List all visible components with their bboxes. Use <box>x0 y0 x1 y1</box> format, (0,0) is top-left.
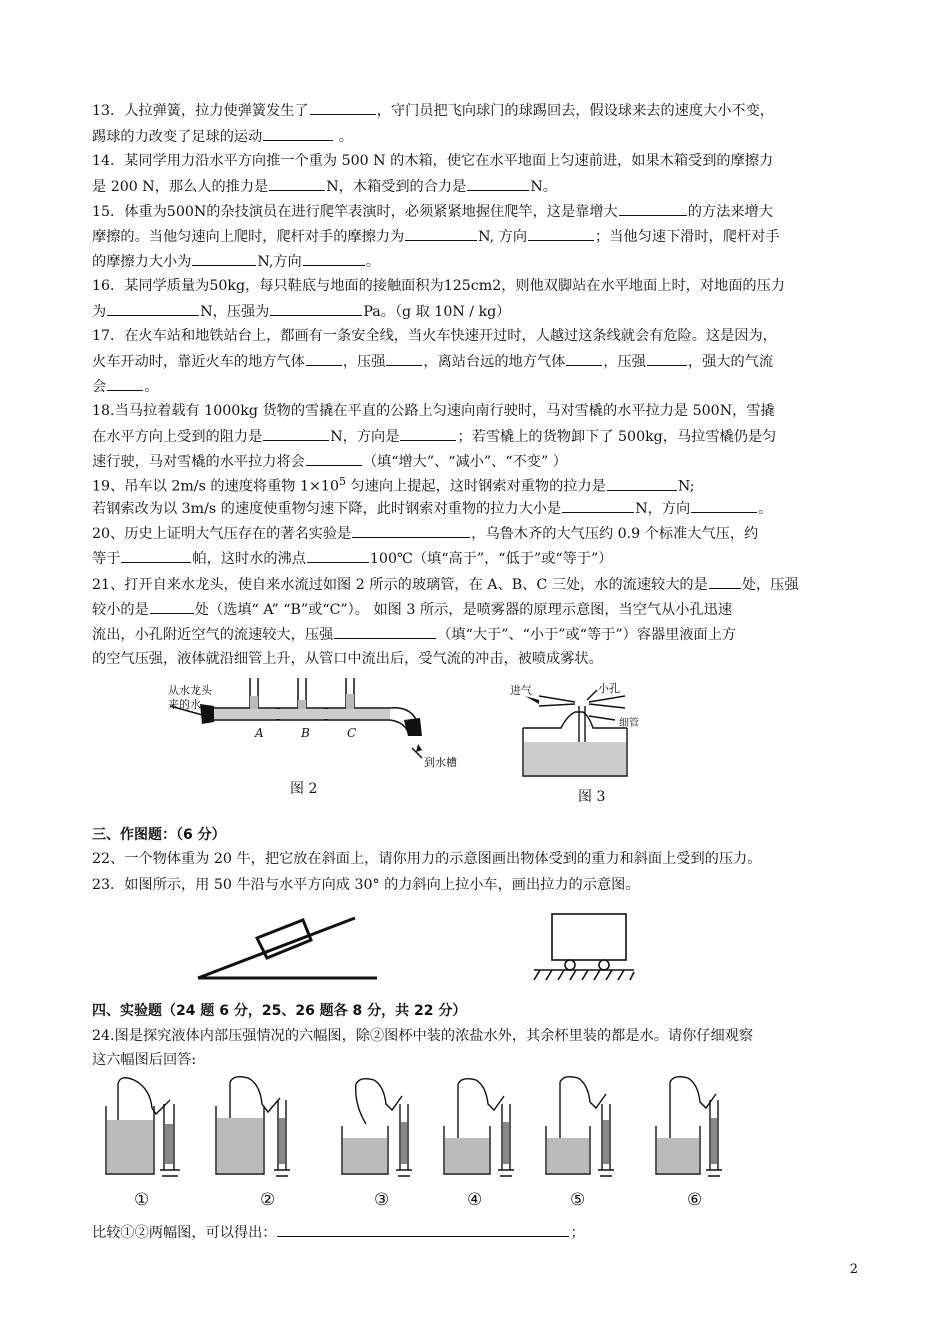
q17-line3: 会 。 <box>92 376 158 397</box>
figure-label-4: ④ <box>467 1190 483 1210</box>
page-number: 2 <box>849 1262 858 1277</box>
q23: 23．如图所示，用 50 牛沿与水平方向成 30° 的力斜向上拉小车，画出拉力的示意图。 <box>92 877 640 893</box>
q15-line2: 摩擦的。当他匀速向上爬时，爬杆对手的摩擦力为 N, 方向 ；当他匀速下滑时，爬杆对手 <box>92 226 780 247</box>
blank[interactable] <box>709 574 741 589</box>
blank[interactable] <box>405 226 477 241</box>
figure-label-1: ① <box>134 1190 150 1210</box>
blank[interactable] <box>307 548 369 563</box>
blank[interactable] <box>400 426 456 441</box>
q19-line1: 19、吊车以 2m/s 的速度将重物 $1\times 10^5$ 匀速向上提起，这时钢索对重物的拉力是 N; <box>92 475 695 495</box>
q24-compare: 比较①②两幅图，可以得出： ； <box>92 1222 585 1243</box>
figure-label-3: ③ <box>374 1190 390 1210</box>
q19-line2: 若钢索改为以 3m/s 的速度使重物匀速下降，此时钢索对重物的拉力大小是 N，方向 。 <box>92 498 772 519</box>
q18-line1: 18.当马拉着载有 1000kg 货物的雪撬在平直的公路上匀速向南行驶时，马对雪橇的水平拉力是 500N，雪撬 <box>92 403 775 419</box>
q16-line1: 16．某同学质量为50kg，每只鞋底与地面的接触面积为125cm2，则他双脚站在水平地面上时，对地面的压力 <box>92 278 785 294</box>
blank[interactable] <box>647 351 687 366</box>
fig2-label-c: C <box>347 726 357 740</box>
q13-line2: 踢球的力改变了足球的运动 。 <box>92 126 353 147</box>
figure-label-2: ② <box>260 1190 276 1210</box>
blank[interactable] <box>528 226 594 241</box>
fig2-label-b: B <box>301 726 310 740</box>
q21-line3: 流出，小孔附近空气的流速较大，压强 （填“大于”、“小于”或“等于”）容器里液面上方 <box>92 624 736 645</box>
incline-figure <box>195 904 385 984</box>
q20-line2: 等于 帕，这时水的沸点 100℃（填“高于”，“低于”或“等于”） <box>92 548 612 569</box>
blank[interactable] <box>303 251 365 266</box>
fig3-hole-label: 小孔 <box>598 682 620 695</box>
blank[interactable] <box>270 301 362 316</box>
fig3-caption: 图 3 <box>578 789 606 805</box>
blank[interactable] <box>192 251 256 266</box>
q17-line1: 17．在火车站和地铁站台上，都画有一条安全线，当火车快速开过时，人越过这条线就会有危险。这是因为， <box>92 328 777 344</box>
blank[interactable] <box>562 498 634 513</box>
blank[interactable] <box>691 498 757 513</box>
fig2-label-a: A <box>255 726 264 740</box>
q15-line3: 的摩擦力大小为 N,方向 。 <box>92 251 380 272</box>
blank[interactable] <box>306 451 362 466</box>
blank[interactable] <box>467 176 529 191</box>
q24-line1: 24.图是探究液体内部压强情况的六幅图，除②图杯中装的浓盐水外，其余杯里装的都是水。请你仔细观察 <box>92 1028 754 1044</box>
blank[interactable] <box>607 476 677 491</box>
section-4-title: 四、实验题（24 题 6 分，25、26 题各 8 分，共 22 分） <box>92 1003 467 1019</box>
fig2-caption: 图 2 <box>290 781 318 797</box>
q18-line3: 速行驶，马对雪橇的水平拉力将会 （填“增大”、“减小”、“不变” ） <box>92 451 567 472</box>
q14-line1: 14．某同学用力沿水平方向推一个重为 500 N 的木箱，使它在水平地面上匀速前进，如果木箱受到的摩擦力 <box>92 153 774 169</box>
blank[interactable] <box>306 351 342 366</box>
q14-line2: 是 200 N，那么人的推力是 N，木箱受到的合力是 N。 <box>92 176 557 197</box>
q21-line1: 21、打开自来水龙头，使自来水流过如图 2 所示的玻璃管，在 A、B、C 三处，水的流速较大的是 处，压强 <box>92 574 799 595</box>
manometer-figures <box>90 1074 730 1184</box>
blank[interactable] <box>121 548 191 563</box>
blank[interactable] <box>334 624 436 639</box>
blank[interactable] <box>386 351 422 366</box>
fig2-water-label: 从水龙头 来的水 <box>168 684 212 711</box>
blank[interactable] <box>352 523 470 538</box>
blank[interactable] <box>566 351 602 366</box>
blank[interactable] <box>107 376 143 391</box>
q17-line2: 火车开动时，靠近火车的地方气体 ，压强 ，离站台远的地方气体 ，压强 ，强大的气流 <box>92 351 773 372</box>
fig3-tube-label: 细管 <box>619 718 639 729</box>
q13-line1: 13．人拉弹簧，拉力使弹簧发生了 ，守门员把飞向球门的球踢回去，假设球来去的速度大小不变， <box>92 100 774 121</box>
q15-line1: 15．体重为500N的杂技演员在进行爬竿表演时，必须紧紧地握住爬竿，这是靠增大 的方法来增大 <box>92 201 773 222</box>
blank[interactable] <box>619 201 687 216</box>
q21-line2: 较小的是 处（选填“ A” “B”或“C”）。 如图 3 所示，是喷雾器的原理示意图，当空气从小孔迅速 <box>92 599 732 620</box>
blank[interactable] <box>150 599 194 614</box>
blank[interactable] <box>107 301 199 316</box>
q20-line1: 20、历史上证明大气压存在的著名实验是 ，乌鲁木齐的大气压约 0.9 个标准大气压，约 <box>92 523 758 544</box>
blank[interactable] <box>310 100 376 115</box>
figure-label-5: ⑤ <box>570 1190 586 1210</box>
blank[interactable] <box>263 426 329 441</box>
fig2-sink-label: 到水槽 <box>424 756 457 769</box>
figure-label-6: ⑥ <box>687 1190 703 1210</box>
blank[interactable] <box>263 126 333 141</box>
section-3-title: 三、作图题：（6 分） <box>92 827 226 843</box>
cart-figure <box>530 910 640 990</box>
q16-line2: 为 N，压强为 Pa。（g 取 10N / kg） <box>92 301 510 322</box>
fig3-in-label: 进气 <box>510 684 532 697</box>
q22: 22、一个物体重为 20 牛，把它放在斜面上，请你用力的示意图画出物体受到的重力和斜面上受到的压力。 <box>92 851 762 867</box>
q18-line2: 在水平方向上受到的阻力是 N，方向是 ；若雪橇上的货物卸下了 500kg，马拉雪橇仍是匀 <box>92 426 776 447</box>
q21-line4: 的空气压强，液体就沿细管上升，从管口中流出后，受气流的冲击，被喷成雾状。 <box>92 651 603 667</box>
blank[interactable] <box>277 1222 569 1237</box>
blank[interactable] <box>269 176 325 191</box>
q24-line2: 这六幅图后回答: <box>92 1052 197 1068</box>
